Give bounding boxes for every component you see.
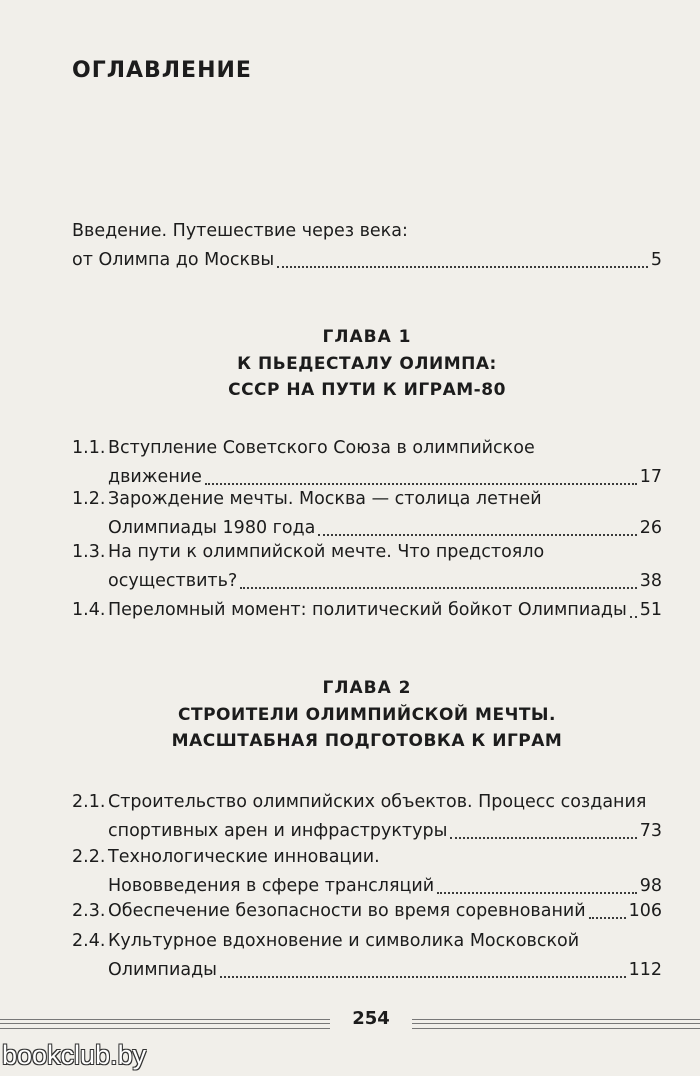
leader-dots	[318, 533, 636, 536]
entry-text-line1: На пути к олимпийской мечте. Что предстояло	[108, 542, 545, 562]
entry-page: 5	[650, 250, 662, 270]
entry-text-line1: Обеспечение безопасности во время соревнований	[108, 901, 586, 921]
entry-text-line2: от Олимпа до Москвы	[72, 250, 275, 270]
entry-number: 1.2.	[72, 489, 106, 509]
entry-number: 2.4.	[72, 931, 106, 951]
toc-entry-1-2[interactable]	[72, 485, 662, 543]
page-number: 254	[352, 1008, 390, 1029]
leader-dots	[630, 615, 637, 618]
chapter-label: ГЛАВА 2	[322, 678, 412, 698]
chapter-title-line2: МАСШТАБНАЯ ПОДГОТОВКА К ИГРАМ	[171, 731, 563, 751]
leader-dots	[589, 916, 626, 919]
entry-text-line1: Строительство олимпийских объектов. Процесс создания	[108, 792, 647, 812]
entry-text-line1: Введение. Путешествие через века:	[72, 221, 408, 241]
leader-dots	[220, 975, 626, 978]
entry-text-line1: Технологические инновации.	[108, 847, 380, 867]
leader-dots	[437, 891, 637, 894]
toc-heading: ОГЛАВЛЕНИЕ	[72, 58, 252, 83]
chapter-title-line1: К ПЬЕДЕСТАЛУ ОЛИМПА:	[237, 354, 497, 374]
footer-rule-right	[412, 1019, 700, 1029]
toc-entry-2-1[interactable]	[72, 788, 662, 846]
chapter-title-line2: СССР НА ПУТИ К ИГРАМ-80	[228, 380, 506, 400]
chapter-label: ГЛАВА 1	[322, 327, 412, 347]
toc-entry-1-1[interactable]	[72, 434, 662, 492]
entry-number: 1.4.	[72, 600, 106, 620]
entry-text-line1: Зарождение мечты. Москва — столица летней	[108, 489, 542, 509]
entry-text-line2: Олимпиады 1980 года	[108, 518, 316, 538]
entry-text-line1: Переломный момент: политический бойкот Олимпиады	[108, 600, 627, 620]
entry-page: 38	[639, 571, 662, 591]
footer-rule-left	[0, 1019, 330, 1029]
entry-number: 1.3.	[72, 542, 106, 562]
entry-page: 112	[628, 960, 662, 980]
leader-dots	[277, 265, 648, 268]
entry-number: 2.2.	[72, 847, 106, 867]
entry-page: 106	[628, 901, 662, 921]
entry-text-line2: Олимпиады	[108, 960, 217, 980]
entry-text-line1: Культурное вдохновение и символика Московской	[108, 931, 580, 951]
entry-text-line2: движение	[108, 467, 202, 487]
toc-entry-2-2[interactable]	[72, 843, 662, 901]
entry-number: 2.3.	[72, 901, 106, 921]
entry-page: 17	[639, 467, 662, 487]
chapter-title-line1: СТРОИТЕЛИ ОЛИМПИЙСКОЙ МЕЧТЫ.	[178, 705, 556, 725]
entry-page: 26	[639, 518, 662, 538]
toc-entry-2-3[interactable]	[72, 897, 662, 926]
entry-page: 98	[639, 876, 662, 896]
leader-dots	[450, 836, 636, 839]
entry-text-line2: осуществить?	[108, 571, 238, 591]
chapter-1-header	[72, 323, 662, 403]
entry-text-line2: спортивных арен и инфраструктуры	[108, 821, 448, 841]
entry-page: 73	[639, 821, 662, 841]
watermark: bookclub.by	[2, 1040, 147, 1070]
entry-number: 1.1.	[72, 438, 106, 458]
leader-dots	[240, 586, 636, 589]
toc-entry-1-4[interactable]	[72, 596, 662, 625]
entry-text-line2: Нововведения в сфере трансляций	[108, 876, 435, 896]
entry-number: 2.1.	[72, 792, 106, 812]
chapter-2-header	[72, 674, 662, 754]
entry-text-line1: Вступление Советского Союза в олимпийское	[108, 438, 535, 458]
toc-entry-intro[interactable]	[72, 217, 662, 275]
entry-page: 51	[639, 600, 662, 620]
toc-entry-1-3[interactable]	[72, 538, 662, 596]
toc-entry-2-4[interactable]	[72, 927, 662, 985]
